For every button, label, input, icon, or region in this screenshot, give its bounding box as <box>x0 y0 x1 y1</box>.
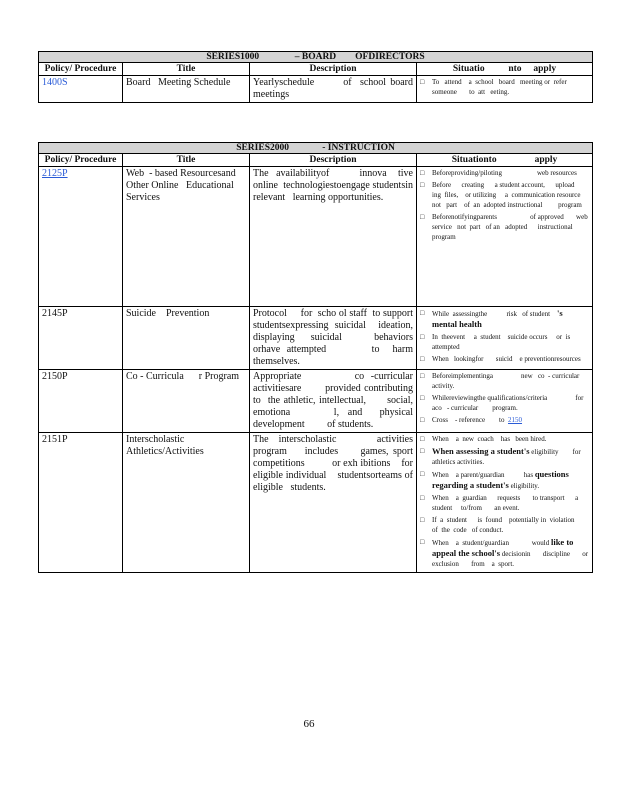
situation-item: □ Beforeimplementinga new co - curricular activity. <box>420 371 589 391</box>
table-row <box>39 433 593 573</box>
header-policy: Policy/ Procedure <box>39 63 123 76</box>
header-policy: Policy/ Procedure <box>39 154 123 167</box>
page-number: 66 <box>303 718 315 730</box>
policy-description: The availabilityof innova tive online technologiestoengage studentsin relevant learning opportunities. <box>250 167 417 307</box>
series1000-table <box>38 51 593 103</box>
cross-reference-link[interactable]: 2150 <box>508 416 523 424</box>
policy-title: Web - based Resourcesand Other Online Educational Services <box>123 167 250 307</box>
policy-code: 2151P <box>42 434 68 445</box>
table-row <box>39 370 593 433</box>
situation-item: □ If a student is found potentially in violation of the code of conduct. <box>420 515 589 535</box>
situation-item: □ When a guardian requests to transport a student to/from an event. <box>420 493 589 513</box>
series2000-title: SERIES2000 - INSTRUCTION <box>39 143 593 154</box>
situation-item: □ Before creating a student account, upload ing files, or utilizing a communication resource not part of an adopted instructional program <box>420 180 589 210</box>
situation-item: □ While assessingthe risk of student 's mental health <box>420 308 589 330</box>
situation-item: □ Beforeproviding/piloting web resources <box>420 168 589 178</box>
policy-description: Yearlyschedule of school board meetings <box>250 76 417 103</box>
table-row <box>39 307 593 370</box>
header-situation: Situatio nto apply <box>417 63 593 76</box>
header-title: Title <box>123 154 250 167</box>
situation-item: □ When a parent/guardian has questions regarding a student's eligibility. <box>420 469 589 491</box>
policy-description: The interscholastic activities program includes games, sport competitions or exh ibitions for eligible individual studentsorteams of eligible students. <box>250 433 417 573</box>
policy-title: Interscholastic Athletics/Activities <box>123 433 250 573</box>
series1000-title: SERIES1000 – BOARD OFDIRECTORS <box>39 52 593 63</box>
policy-code: 2145P <box>42 308 68 319</box>
header-situation: Situationto apply <box>417 154 593 167</box>
policy-title: Co - Curricula r Program <box>123 370 250 433</box>
situation-item: □ When lookingfor suicid e preventionresources <box>420 354 589 364</box>
situation-item: □ In theevent a student suicide occurs or is attempted <box>420 332 589 352</box>
situation-item: □ When a new coach has been hired. <box>420 434 589 444</box>
situation-item: □ Beforenotifyingparents of approved web service not part of an adopted instructional program <box>420 212 589 242</box>
policy-code: 2150P <box>42 371 68 382</box>
situation-item: □ To attend a school board meeting or refer someone to att eeting. <box>420 77 589 97</box>
header-description: Description <box>250 63 417 76</box>
header-title: Title <box>123 63 250 76</box>
situation-item: □ Cross - reference to 2150 <box>420 415 589 425</box>
table-row <box>39 167 593 307</box>
policy-description: Protocol for scho ol staff to support studentsexpressing suicidal ideation, displaying suicidal behaviors orhave attempted to harm themselves. <box>250 307 417 370</box>
header-description: Description <box>250 154 417 167</box>
situation-item: □ Whilereviewingthe qualifications/criteria for aco - curricular program. <box>420 393 589 413</box>
policy-description: Appropriate co -curricular activitiesare provided contributing to the athletic, intellectual, social, emotiona l, and physical development of students. <box>250 370 417 433</box>
situation-item: □ When assessing a student's eligibility for athletics activities. <box>420 446 589 467</box>
policy-code[interactable]: 1400S <box>42 77 68 88</box>
policy-link-2125p[interactable]: 2125P <box>42 168 68 179</box>
series2000-table <box>38 142 597 573</box>
situation-item: □ When a student/guardian would like to appeal the school's decisionin discipline or exclusion from a sport. <box>420 537 589 569</box>
policy-title: Suicide Prevention <box>123 307 250 370</box>
policy-title: Board Meeting Schedule <box>123 76 250 103</box>
table-row <box>39 76 593 103</box>
